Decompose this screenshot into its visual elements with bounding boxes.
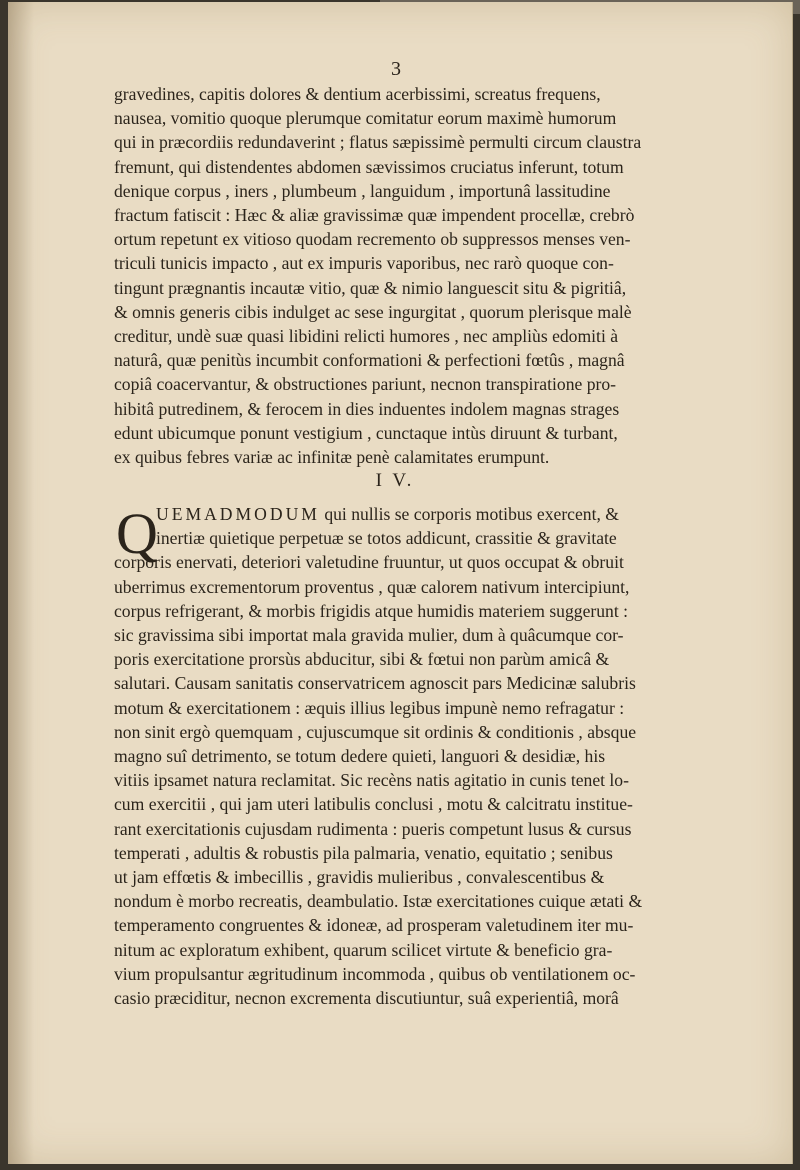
text-line: cum exercitii , qui jam uteri latibulis conclusi , motu & calcitratu institue- — [114, 794, 633, 815]
paragraph-1 — [114, 82, 699, 469]
text-line: poris exercitatione prorsùs abducitur, sibi & fœtui non parùm amicâ & — [114, 649, 610, 670]
text-line: creditur, undè suæ quasi libidini relicti humores , nec ampliùs edomiti à — [114, 326, 619, 347]
text-line: vium propulsantur ægritudinum incommoda , quibus ob ventilationem oc- — [114, 963, 636, 984]
drop-cap: Q — [116, 501, 158, 566]
text-line: fractum fatiscit : Hæc & aliæ gravissimæ quæ impendent procellæ, crebrò — [114, 205, 635, 226]
section-heading: I V. — [375, 470, 415, 491]
text-line: temperati , adultis & robustis pila palmaria, venatio, equitatio ; senibus — [114, 842, 613, 863]
text-line: denique corpus , iners , plumbeum , languidum , importunâ lassitudine — [114, 180, 611, 201]
text-line: & omnis generis cibis indulget ac sese ingurgitat , quorum plerisque malè — [114, 301, 632, 322]
text-line: nondum è morbo recreatis, deambulatio. Istæ exercitationes cuique ætati & — [114, 891, 643, 912]
text-line: nausea, vomitio quoque plerumque comitatur eorum maximè humorum — [114, 108, 617, 129]
text-line: salutari. Causam sanitatis conservatricem agnoscit pars Medicinæ salubris — [114, 673, 636, 694]
page-gutter-shadow — [8, 2, 34, 1164]
text-line: temperamento congruentes & idoneæ, ad prosperam valetudinem iter mu- — [114, 915, 634, 936]
text-line: ex quibus febres variæ ac infinitæ penè calamitates erumpunt. — [114, 447, 550, 468]
text-line: qui in præcordiis redundaverint ; flatus sæpissimè permulti circum claustra — [114, 132, 642, 153]
text-line: gravedines, capitis dolores & dentium acerbissimi, screatus frequens, — [114, 84, 601, 104]
paragraph-2 — [114, 502, 699, 1010]
text-line: motum & exercitationem : æquis illius legibus impunè nemo refragatur : — [114, 697, 625, 718]
first-line-rest: qui nullis se corporis motibus exercent, & — [319, 504, 619, 524]
text-line: vitiis ipsamet natura reclamitat. Sic recèns natis agitatio in cunis tenet lo- — [114, 770, 629, 791]
text-line: nitum ac exploratum exhibent, quarum scilicet virtute & beneficio gra- — [114, 939, 613, 960]
page-number: 3 — [391, 58, 401, 80]
text-line: casio præciditur, necnon excrementa discutiuntur, suâ experientiâ, morâ — [114, 988, 619, 1009]
text-line: tingunt prægnantis incautæ vitio, quæ & nimio languescit situ & pigritiâ, — [114, 277, 627, 298]
text-line: edunt ubicumque ponunt vestigium , cunctaque intùs diruunt & turbant, — [114, 422, 618, 443]
text-line: non sinit ergò quemquam , cujuscumque sit ordinis & conditionis , absque — [114, 721, 637, 742]
text-line: copiâ coacervantur, & obstructiones pariunt, necnon transpiratione pro- — [114, 374, 617, 395]
text-line: ut jam effœtis & imbecillis , gravidis mulieribus , convalescentibus & — [114, 867, 605, 888]
text-line: fremunt, qui distendentes abdomen sævissimos cruciatus inferunt, totum — [114, 156, 624, 177]
text-line: rant exercitationis cujusdam rudimenta : pueris competunt lusus & cursus — [114, 818, 632, 839]
text-line: naturâ, quæ penitùs incumbit conformationi & perfectioni fœtûs , magnâ — [114, 350, 625, 371]
text-line: magno suî detrimento, se totum dedere quieti, languori & desidiæ, his — [114, 746, 606, 767]
text-line: hibitâ putredinem, & ferocem in dies induentes indolem magnas strages — [114, 398, 620, 419]
text-line: corpus refrigerant, & morbis frigidis atque humidis materiem suggerunt : — [114, 600, 629, 621]
text-line: inertiæ quietique perpetuæ se totos addicunt, crassitie & gravitate — [156, 528, 617, 549]
small-caps-opening: UEMADMODUM — [156, 504, 320, 524]
text-line — [114, 502, 699, 526]
text-line: ortum repetunt ex vitioso quodam recremento ob suppressos menses ven- — [114, 229, 631, 250]
text-line: triculi tunicis impacto , aut ex impuris vaporibus, nec rarò quoque con- — [114, 253, 614, 274]
text-line: uberrimus excrementorum proventus , quæ calorem nativum intercipiunt, — [114, 576, 630, 597]
text-line: sic gravissima sibi importat mala gravida mulier, dum à quâcumque cor- — [114, 625, 624, 646]
text-line: corporis enervati, deteriori valetudine fruuntur, ut quos occupat & obruit — [114, 552, 624, 573]
